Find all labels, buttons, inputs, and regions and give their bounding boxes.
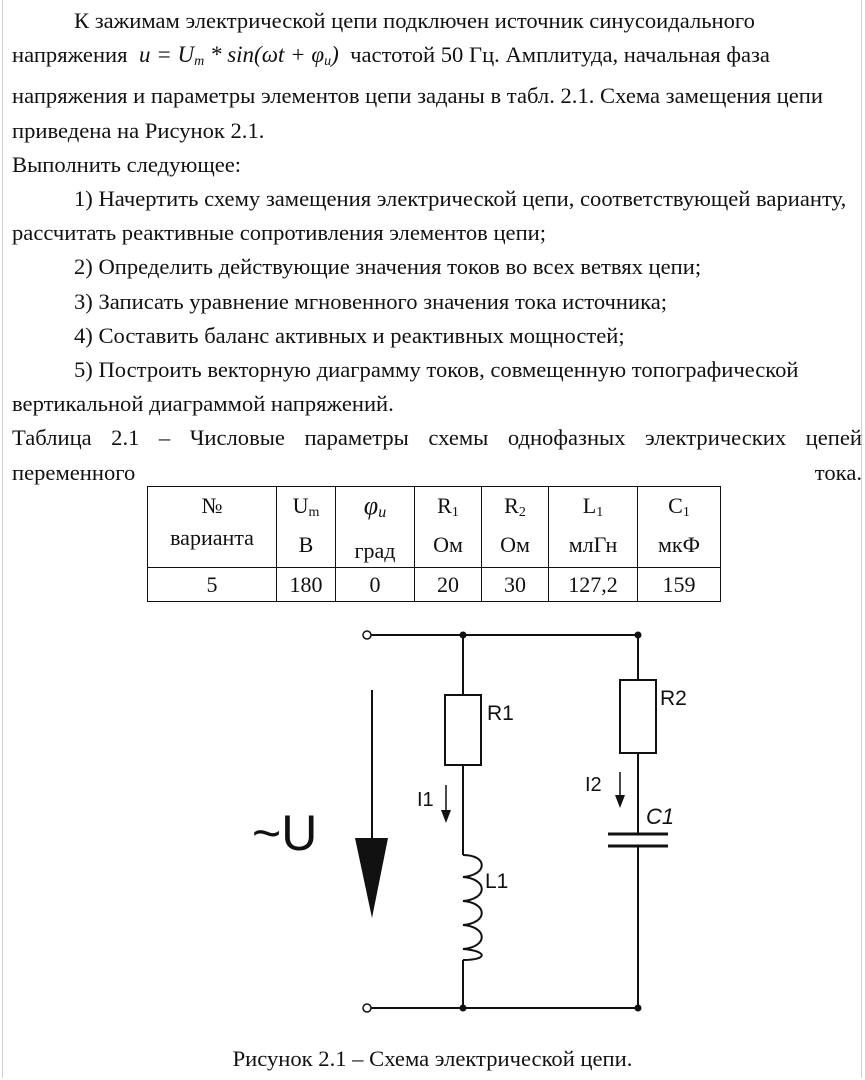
parameters-table [147, 486, 721, 602]
task-item: 3) Записать уравнение мгновенного значения тока источника; [74, 288, 668, 314]
table-header-row [148, 487, 721, 568]
r2-resistor [620, 680, 656, 753]
task-item: 4) Составить баланс активных и реактивных мощностей; [74, 322, 625, 348]
table-caption: Таблица 2.1 – Числовые параметры схемы однофазных электрических цепей переменного тока. [12, 425, 862, 485]
cell-c1: 159 [638, 568, 721, 602]
cell-r2: 30 [482, 568, 549, 602]
circuit-schematic [0, 600, 865, 1040]
i2-label: I2 [585, 774, 602, 796]
tasks-heading: Выполнить следующее: [12, 151, 242, 177]
node-top-left [460, 632, 467, 639]
source-terminal-bottom [363, 1004, 371, 1012]
table-row [148, 568, 721, 602]
intro-part2: частотой 50 Гц. Амплитуда, начальная фаза напряжения и параметры элементов цепи заданы в табл. 2.1. Схема замещения цепи приведена на Рисунок 2.1. [12, 42, 823, 143]
header-variant: № варианта [148, 487, 277, 568]
i1-label: I1 [417, 789, 434, 811]
cell-variant: 5 [148, 568, 277, 602]
header-r2: R2 Ом [482, 487, 549, 568]
task-item: 1) Начертить схему замещения электрической цепи, соответствующей варианту, рассчитать реактивные сопротивления элементов цепи; [12, 186, 847, 246]
header-um: Um В [277, 487, 336, 568]
node-bottom-left [460, 1005, 467, 1012]
source-label: ~U [252, 805, 318, 861]
cell-r1: 20 [415, 568, 482, 602]
source-arrowhead [355, 838, 388, 918]
header-phi: φu град [336, 487, 415, 568]
cell-phi: 0 [336, 568, 415, 602]
header-l1: L1 млГн [549, 487, 638, 568]
r2-label: R2 [660, 687, 687, 710]
l1-label: L1 [485, 870, 509, 893]
c1-label: C1 [646, 804, 675, 829]
task-item: 5) Построить векторную диаграмму токов, совмещенную топографической вертикальной диаграммой напряжений. [12, 357, 799, 417]
header-r1: R1 Ом [415, 487, 482, 568]
source-terminal-top [363, 631, 371, 639]
task-item: 2) Определить действующие значения токов во всех ветвях цепи; [74, 254, 702, 280]
i2-arrowhead [615, 795, 625, 808]
node-bottom-right [635, 1005, 642, 1012]
i1-arrowhead [441, 810, 451, 823]
r1-resistor [445, 695, 481, 765]
voltage-formula: $u = U_m * \sin(\omega t + \varphi_u)$ [138, 42, 339, 70]
problem-intro [12, 4, 862, 148]
intro-part1: К зажимам электрической цепи подключен источник синусоидального напряжения [12, 8, 755, 68]
l1-inductor [463, 855, 482, 960]
cell-l1: 127,2 [549, 568, 638, 602]
cell-um: 180 [277, 568, 336, 602]
header-c1: C1 мкФ [638, 487, 721, 568]
figure-caption: Рисунок 2.1 – Схема электрической цепи. [232, 1046, 633, 1071]
node-top-right [635, 632, 642, 639]
problem-text [12, 4, 862, 490]
r1-label: R1 [487, 702, 514, 725]
